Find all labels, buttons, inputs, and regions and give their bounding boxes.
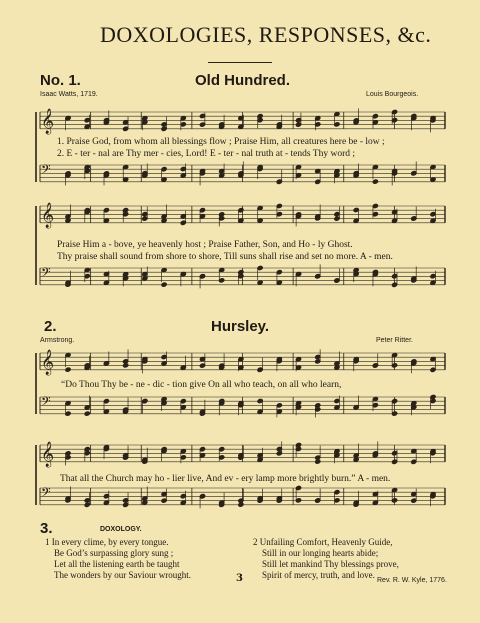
hymn-1-number: No. 1. <box>40 72 81 89</box>
page-number: 3 <box>236 573 243 584</box>
hymn-1-composer: Louis Bourgeois. <box>366 91 419 98</box>
verse-1-line-1: 1 In every clime, by every tongue. <box>45 537 169 547</box>
hymn-1-lyric-line-1: 1. Praise God, from whom all blessings flow ; Praise Him, all creatures here be - low ; <box>57 137 385 147</box>
hymn-2-number: 2. <box>44 318 57 335</box>
hymn-1-poet: Isaac Watts, 1719. <box>40 91 98 98</box>
note-head <box>372 363 378 368</box>
treble-clef-icon: 𝄞 <box>41 203 55 228</box>
note-head <box>411 216 417 221</box>
note-head <box>372 179 378 184</box>
treble-clef-icon: 𝄞 <box>41 109 55 134</box>
doxology-label: DOXOLOGY. <box>100 526 142 533</box>
note-head <box>411 171 417 176</box>
note-head <box>315 274 321 279</box>
verse-1-line-3: Let all the listening earth be taught <box>54 559 180 569</box>
treble-clef-icon: 𝄞 <box>41 350 55 375</box>
note-head <box>315 498 321 503</box>
verse-2-line-1: 2 Unfailing Comfort, Heavenly Guide, <box>253 537 393 547</box>
note-head <box>84 411 90 416</box>
hymn-2-title: Hursley. <box>211 318 270 335</box>
bass-clef-icon: 𝄢 <box>41 162 51 180</box>
note-head <box>257 367 263 372</box>
hymn-1-lyric-line-2: 2. E - ter - nal are Thy mer - cies, Lord! E - ter - nal truth at - tends Thy word ; <box>57 149 356 159</box>
hymn-2-poet: Armstrong. <box>40 337 75 344</box>
verse-1-line-4: The wonders by our Saviour wrought. <box>54 570 191 580</box>
hymn-1-lyric-line-4: Thy praise shall sound from shore to shore, Till suns shall rise and set no more. A - men. <box>57 252 393 262</box>
verse-2-line-4: Spirit of mercy, truth, and love. <box>262 570 375 580</box>
verse-1-line-2: Be God’s surpassing glory sung ; <box>54 548 174 558</box>
note-head <box>142 398 148 403</box>
note-head <box>123 363 129 368</box>
page-title: DOXOLOGIES, RESPONSES, &c. <box>100 22 432 47</box>
bass-clef-icon: 𝄢 <box>41 394 51 412</box>
note-head <box>199 274 205 279</box>
note-head <box>334 278 340 283</box>
hymn-2-lyric-line-2: That all the Church may ho - lier live, And ev - ery lamp more brightly burn.” A - men. <box>60 474 391 484</box>
hymn-2-composer: Peter Ritter. <box>376 337 413 344</box>
hymn-2-lyric-line-1: “Do Thou Thy be - ne - dic - tion give On all who teach, on all who learn, <box>61 380 342 390</box>
bass-clef-icon: 𝄢 <box>41 265 51 283</box>
note-head <box>65 367 71 372</box>
hymn-1-title: Old Hundred. <box>195 72 290 89</box>
bass-clef-icon: 𝄢 <box>41 485 51 503</box>
treble-clef-icon: 𝄞 <box>41 442 55 467</box>
note-head <box>161 282 167 287</box>
verse-2-line-2: Still in our longing hearts abide; <box>262 548 379 558</box>
note-head <box>238 502 244 507</box>
note-head <box>276 179 282 184</box>
note-head <box>199 494 205 499</box>
note-head <box>315 459 321 464</box>
hymn-1-lyric-line-3: Praise Him a - bove, ye heavenly host ; Praise Father, Son, and Ho - ly Ghost. <box>57 240 353 250</box>
hymn-3-number: 3. <box>40 520 53 537</box>
doxology-author: Rev. R. W. Kyle, 1776. <box>377 577 447 584</box>
verse-2-line-3: Still let mankind Thy blessings prove, <box>262 559 399 569</box>
